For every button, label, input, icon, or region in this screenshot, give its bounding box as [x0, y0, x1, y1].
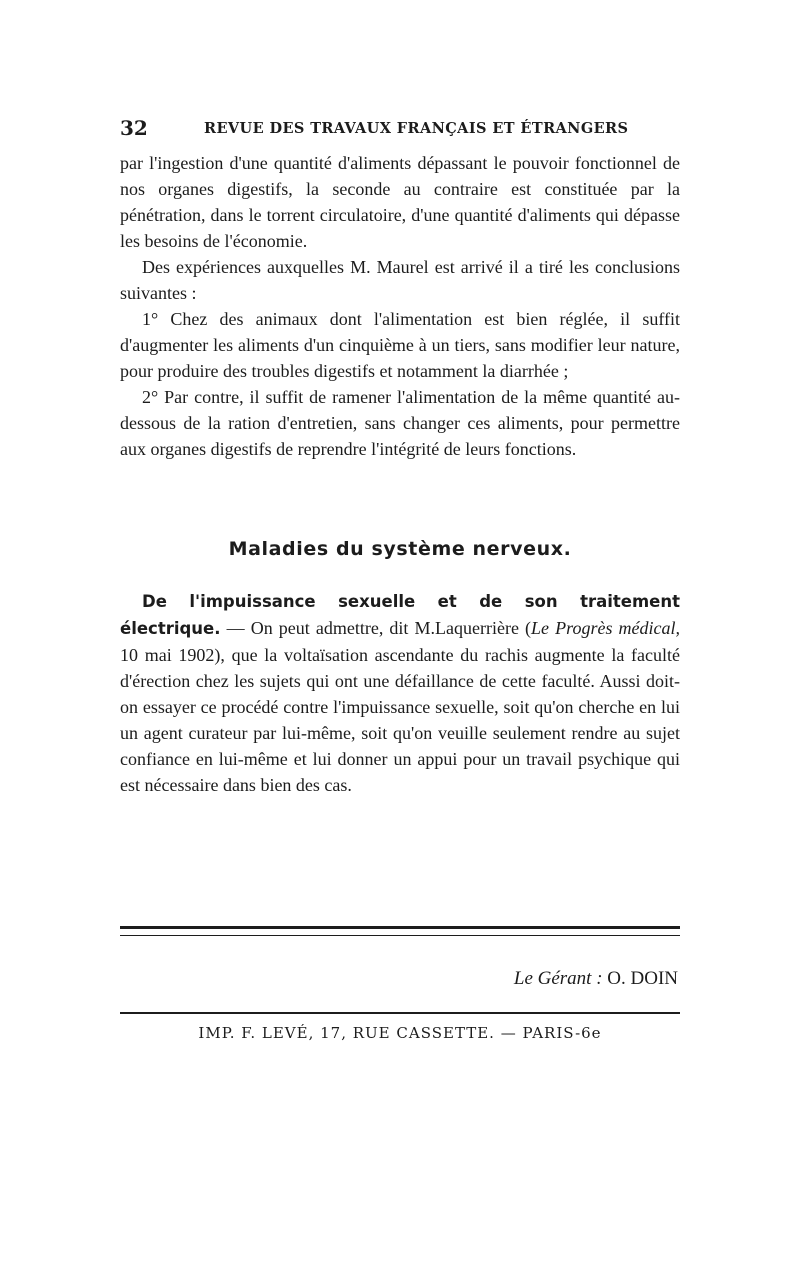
double-rule-divider [120, 926, 680, 936]
rule-divider [120, 1012, 680, 1014]
printer-imprint: IMP. F. LEVÉ, 17, RUE CASSETTE. — PARIS-6e [198, 1024, 602, 1042]
signature-name: O. DOIN [602, 968, 678, 989]
journal-reference: Le Progrès médical, [531, 618, 681, 638]
article-text-end: ), que la voltaïsation ascendante du rachis augmente la faculté d'érection chez les sujets qui ont une défaillance de cette faculté. Aussi doit-on essayer ce procédé contre l'impuissance sexuelle, soit qu'on cherche en lui un agent curateur par lui-même, soit qu'on veuille seulement rendre au sujet confiance en lui-même et lui donner un appui pour un travail psychique qui est nécessaire dans bien des cas. [120, 645, 680, 795]
title-dash: — [220, 618, 251, 638]
signature [514, 968, 678, 990]
paragraph: par l'ingestion d'une quantité d'aliments dépassant le pouvoir fonctionnel de nos organes digestifs, la seconde au contraire est constituée par la pénétration, dans le torrent circulatoire, d'une quantité d'aliments qui dépasse les besoins de l'économie. [120, 153, 680, 251]
paragraph: Des expériences auxquelles M. Maurel est arrivé il a tiré les conclusions suivantes : [120, 257, 680, 303]
article-paragraph [120, 588, 680, 798]
article-title: De l'impuissance sexuelle et de son traitement électrique. [120, 592, 680, 638]
section-title: Maladies du système nerveux. [228, 538, 572, 560]
body-text [120, 150, 680, 462]
signature-label: Le Gérant : [513, 968, 603, 989]
reference-date: 10 mai 1902 [120, 645, 215, 665]
page-header [120, 116, 680, 140]
article [120, 588, 680, 798]
page-number: 32 [120, 116, 148, 140]
running-head: REVUE DES TRAVAUX FRANÇAIS ET ÉTRANGERS [204, 120, 629, 137]
paragraph: 2° Par contre, il suffit de ramener l'alimentation de la même quantité au-dessous de la ration d'entretien, sans changer ces aliments, pour permettre aux organes digestifs de reprendre l'intégrité de leurs fonctions. [120, 387, 680, 459]
paragraph: 1° Chez des animaux dont l'alimentation est bien réglée, il suffit d'augmenter les aliments d'un cinquième à un tiers, sans modifier leur nature, pour produire des troubles digestifs et notamment la diarrhée ; [120, 309, 680, 381]
article-text-start: On peut admettre, dit M.Laquerrière ( [250, 618, 532, 638]
